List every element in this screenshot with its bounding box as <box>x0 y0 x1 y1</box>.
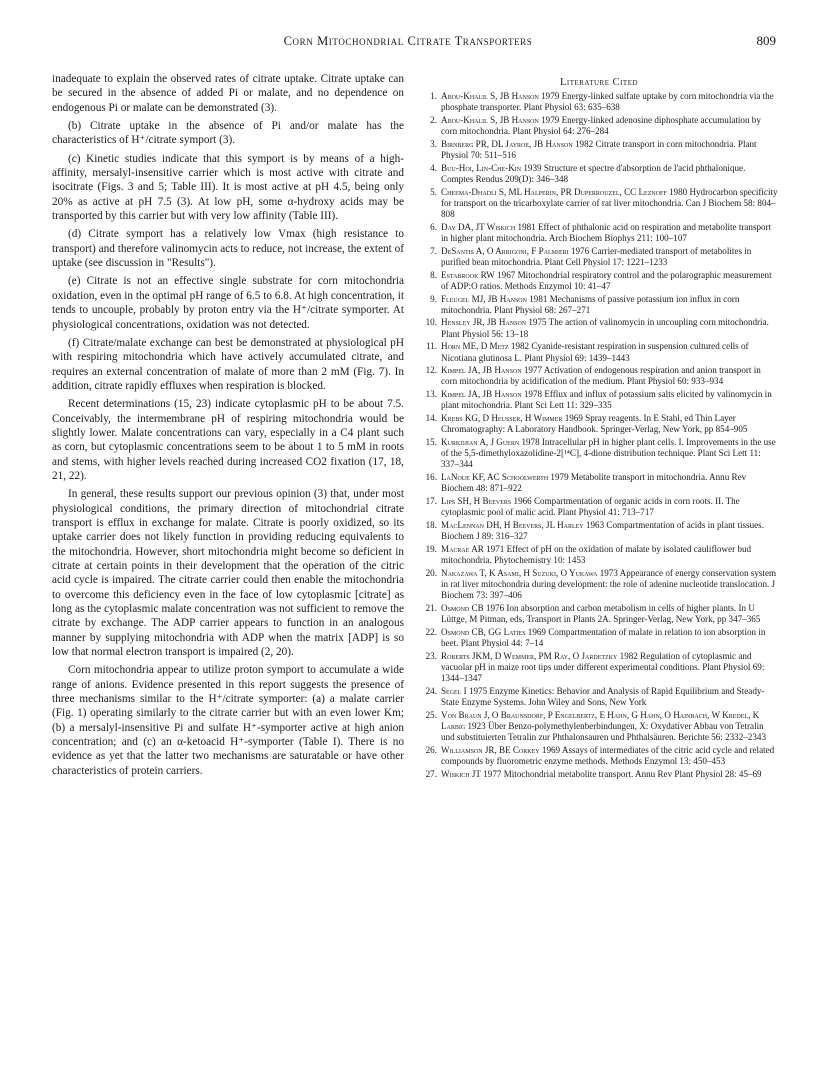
reference-number: 15. <box>425 437 437 447</box>
reference-text <box>441 520 779 542</box>
reference-authors: Macrae AR <box>441 543 484 554</box>
reference-details: 1923 Über Benzo-polymethylenberbindungen, X: Oxydativer Abbau von Tetralin und substituierten Tetralin zur Phthalonsauren und Phthalsäuren. Berichte 56: 2332–2343 <box>441 720 766 742</box>
reference-details: 1971 Effect of pH on the oxidation of malate by isolated cauliflower bud mitochondria. Phytochemistry 10: 1453 <box>441 543 752 565</box>
reference-text <box>441 139 779 161</box>
left-column <box>52 72 404 778</box>
reference-authors: Day DA, JT Wiskich <box>441 221 516 232</box>
reference-number: 7. <box>430 245 437 256</box>
reference-details: 1978 Intracellular pH in higher plant cells. I. Improvements in the use of the 5,5-dimethyloxazolidine-2[¹⁴C], 4-dione distribution technique. Plant Sci Lett 11: 337–344 <box>441 437 776 470</box>
reference-text <box>441 496 779 518</box>
right-column <box>419 77 779 781</box>
reference-authors: Wiskich JT <box>441 768 481 779</box>
reference-text <box>441 365 779 387</box>
reference-authors: Horn ME, D Metz <box>441 341 509 352</box>
reference-text <box>441 627 779 649</box>
reference-number: 14. <box>425 413 437 424</box>
reference-authors: Buu-Hoi, Lin-Che-Kin <box>441 162 522 173</box>
reference-text <box>441 246 779 268</box>
reference-number: 23. <box>425 650 437 661</box>
page-number: 809 <box>756 33 776 48</box>
reference-authors: Osmond CB, GG Laties <box>441 626 526 637</box>
reference-details: 1975 Enzyme Kinetics: Behavior and Analysis of Rapid Equilibrium and Steady-State Enzyme Systems. John Wiley and Sons, New York <box>441 685 765 707</box>
reference-item <box>419 627 779 649</box>
reference-authors: Krebs KG, D Heusser, H Wimmer <box>441 413 563 424</box>
reference-authors: Kurkdjian A, J Guern <box>441 437 520 447</box>
reference-item <box>419 317 779 339</box>
reference-authors: Williamson JR, BE Corkey <box>441 744 540 755</box>
reference-item <box>419 413 779 435</box>
reference-details: 1963 Compartmentation of acids in plant tissues. Biochem J 89: 316–327 <box>441 519 764 542</box>
reference-item <box>419 163 779 185</box>
reference-details: 1969 Compartmentation of malate in relation to ion absorption in beet. Plant Physiol 44: 7–14 <box>441 626 766 648</box>
reference-number: 5. <box>430 186 437 197</box>
reference-text <box>441 413 779 435</box>
reference-details: 1976 Ion absorption and carbon metabolism in cells of higher plants. In U Lüttge, M Pitman, eds, Transport in Plants 2A. Springer-Verlag, New York, pp 347–365 <box>441 602 761 624</box>
reference-authors: Fleugel MJ, JB Hanson <box>441 293 527 304</box>
reference-number: 4. <box>430 162 437 173</box>
reference-item <box>419 437 779 470</box>
reference-authors: Hensley JR, JB Hanson <box>441 317 527 328</box>
running-title: Corn Mitochondrial Citrate Transporters <box>283 34 533 48</box>
reference-authors: MacLennan DH, H Beevers, JL Harley <box>441 519 584 530</box>
reference-number: 2. <box>430 115 437 126</box>
reference-text <box>441 163 779 185</box>
reference-text <box>441 568 779 601</box>
reference-details: 1982 Cyanide-resistant respiration in suspension cultured cells of Nicotiana glutinosa L. Plant Physiol 69: 1439–1443 <box>441 341 749 363</box>
reference-authors: Cheema-Dhadli S, ML Halperin, PR Duperrouzel, CC Leznoff <box>441 186 667 197</box>
reference-number: 8. <box>430 269 437 280</box>
reference-item <box>419 389 779 411</box>
reference-text <box>441 472 779 494</box>
reference-authors: Abou-Khalil S, JB Hanson <box>441 115 539 126</box>
reference-authors: Nakazawa T, K Asami, H Suzuki, O Yukawa <box>441 567 598 578</box>
reference-text <box>441 187 779 220</box>
reference-details: 1966 Compartmentation of organic acids in corn roots. II. The cytoplasmic pool of malic acid. Plant Physiol 41: 713–717 <box>441 495 740 518</box>
reference-number: 16. <box>425 472 437 483</box>
reference-number: 26. <box>425 744 437 755</box>
reference-number: 20. <box>425 567 437 578</box>
reference-text <box>441 769 779 780</box>
reference-item <box>419 745 779 767</box>
reference-text <box>441 222 779 244</box>
reference-text <box>441 270 779 292</box>
reference-text <box>441 115 779 137</box>
reference-text <box>441 91 779 113</box>
reference-number: 10. <box>425 317 437 328</box>
reference-number: 25. <box>425 709 437 720</box>
reference-text <box>441 341 779 363</box>
reference-item <box>419 496 779 518</box>
reference-item <box>419 544 779 566</box>
reference-text <box>441 437 779 470</box>
reference-item <box>419 115 779 137</box>
reference-item <box>419 222 779 244</box>
reference-item <box>419 686 779 708</box>
reference-number: 17. <box>425 495 437 506</box>
reference-item <box>419 472 779 494</box>
reference-text <box>441 710 779 743</box>
reference-details: 1978 Efflux and influx of potassium salts elicited by valinomycin in plant mitochondria. Plant Sci Lett 11: 329–335 <box>441 389 772 411</box>
reference-details: 1977 Activation of endogenous respiration and anion transport in corn mitochondria by acidification of the medium. Plant Physiol 60: 933–934 <box>441 365 761 387</box>
body-paragraph: (d) Citrate symport has a relatively low Vmax (high resistance to transport) and therefore valinomycin acts to reduce, not increase, the extent of uptake (see discussion in "Results"). <box>52 228 404 270</box>
reference-list <box>419 91 779 780</box>
reference-item <box>419 769 779 780</box>
reference-details: 1982 Citrate transport in corn mitochondria. Plant Physiol 70: 511–516 <box>441 138 757 161</box>
reference-item <box>419 365 779 387</box>
reference-details: 1975 The action of valinomycin in uncoupling corn mitochondria. Plant Physiol 56: 13–18 <box>441 317 769 339</box>
reference-authors: DeSantis A, O Arrigoni, F Palmieri <box>441 245 569 256</box>
reference-authors: Segel I <box>441 685 467 696</box>
reference-authors: LaNoue KF, AC Schoolwerth <box>441 472 549 483</box>
reference-details: 1979 Metabolite transport in mitochondria. Annu Rev Biochem 48: 871–922 <box>441 472 747 494</box>
reference-item <box>419 270 779 292</box>
reference-text <box>441 544 779 566</box>
reference-authors: Lips SH, H Beevers <box>441 495 512 506</box>
reference-details: 1979 Energy-linked adenosine diphosphate accumulation by corn mitochondria. Plant Physiol 64: 276–284 <box>441 115 761 137</box>
reference-text <box>441 686 779 708</box>
reference-number: 11. <box>425 341 437 352</box>
reference-text <box>441 745 779 767</box>
reference-item <box>419 187 779 220</box>
reference-authors: Roberts JKM, D Wemmer, PM Ray, O Jardetzky <box>441 650 618 661</box>
reference-item <box>419 603 779 625</box>
reference-number: 22. <box>425 626 437 637</box>
reference-authors: Von Braun J, O Braunsdorf, P Engelbertz, E Hahn, G Hahn, O Hainbach, W Kredel, K Larbig <box>441 709 760 731</box>
reference-number: 24. <box>425 685 437 696</box>
reference-details: 1981 Effect of phthalonic acid on respiration and metabolite transport in higher plant mitochondria. Arch Biochem Biophys 211: 100–107 <box>441 221 772 243</box>
reference-item <box>419 520 779 542</box>
body-paragraph: Recent determinations (15, 23) indicate cytoplasmic pH to be about 7.5. Conceivably, the intermembrane pH of respiring mitochondria would be slightly lower. Malate concentrations can vary, especially in a C4 plant such as corn, but cytoplasmic concentrations seem to be about 1 to 5 mM in roots and stems, with higher levels reached during increased CO2 fixation (17, 18, 21, 22). <box>52 398 404 482</box>
reference-authors: Estabrook RW <box>441 269 495 280</box>
body-paragraph: Corn mitochondria appear to utilize proton symport to accumulate a wide range of anions. Evidence presented in this report suggests the presence of three mechanisms similar to the H⁺/citrate symporter: (a) a malate carrier (Fig. 1) operating similarly to the citrate carrier but with an even lower Km; (b) a mersalyl-insensitive Pi and sulfate H⁺-symporter active at high anion concentration; and (c) an α-ketoacid H⁺-symporter (Table I). There is no evidence as yet that the latter two mechanisms are saturatable or have other characteristics of protein carriers. <box>52 664 404 777</box>
body-paragraph: (f) Citrate/malate exchange can best be demonstrated at physiological pH with respiring mitochondria which have actively accumulated citrate, and requires an external concentration of malate of more than 2 mM (Fig. 7). In addition, citrate rapidly effluxes when respiration is blocked. <box>52 336 404 392</box>
reference-item <box>419 710 779 743</box>
reference-item <box>419 568 779 601</box>
reference-details: 1977 Mitochondrial metabolite transport. Annu Rev Plant Physiol 28: 45–69 <box>480 768 762 779</box>
reference-authors: Osmond CB <box>441 602 484 613</box>
reference-text <box>441 294 779 316</box>
reference-item <box>419 651 779 684</box>
reference-details: 1967 Mitochondrial respiratory control and the polarographic measurement of ADP:O ratios. Methods Enzymol 10: 41–47 <box>441 269 772 291</box>
reference-details: 1982 Regulation of cytoplasmic and vacuolar pH in maize root tips under different experimental conditions. Plant Physiol 69: 1344–1347 <box>441 650 765 683</box>
reference-number: 12. <box>425 365 437 376</box>
reference-item <box>419 91 779 113</box>
body-paragraph: (b) Citrate uptake in the absence of Pi and/or malate has the characteristics of H⁺/citrate symport (3). <box>52 120 404 147</box>
body-paragraph: (e) Citrate is not an effective single substrate for corn mitochondria oxidation, even in the optimal pH range of 6.5 to 6.8. At high concentration, it tends to uncouple, probably by proton entry via the H⁺/citrate symporter. At physiological concentrations, oxidation was not detected. <box>52 275 404 331</box>
reference-number: 13. <box>425 389 437 400</box>
reference-details: 1981 Mechanisms of passive potassium ion influx in corn mitochondria. Plant Physiol 68: 267–271 <box>441 293 740 315</box>
reference-details: 1979 Energy-linked sulfate uptake by corn mitochondria via the phosphate transporter. Plant Physiol 63: 635–638 <box>441 91 774 113</box>
reference-text <box>441 317 779 339</box>
reference-text <box>441 389 779 411</box>
reference-details: 1969 Spray reagents. In E Stahl, ed Thin Layer Chromatography: A Laboratory Handbook. Springer-Verlag, New York, pp 854–905 <box>441 413 748 435</box>
reference-number: 9. <box>430 293 437 304</box>
reference-number: 1. <box>430 91 437 102</box>
reference-item <box>419 246 779 268</box>
reference-authors: Kimpel JA, JB Hanson <box>441 389 522 400</box>
reference-item <box>419 139 779 161</box>
reference-item <box>419 294 779 316</box>
reference-details: 1976 Carrier-mediated transport of metabolites in purified bean mitochondria. Plant Cell Physiol 17: 1221–1233 <box>441 245 752 267</box>
reference-details: 1969 Assays of intermediates of the citric acid cycle and related compounds by fluorometric enzyme methods. Methods Enzymol 13: 450–453 <box>441 744 775 766</box>
reference-text <box>441 651 779 684</box>
section-title: Literature Cited <box>559 77 639 88</box>
reference-number: 27. <box>425 768 437 779</box>
reference-details: 1980 Hydrocarbon specificity for transport on the tricarboxylate carrier of rat liver mitochondria. Can J Biochem 58: 804–808 <box>441 186 778 220</box>
body-paragraph: (c) Kinetic studies indicate that this symport is by means of a high-affinity, mersalyl-insensitive carrier which is most active with citrate and isocitrate (Figs. 3 and 5; Table III). It is most active at pH 4.5, being only 20% as active at pH 7.5 (3). At low pH, some α-hydroxy acids may be transported by this carrier but with very low affinity (Table III). <box>52 152 404 223</box>
page-header <box>0 34 816 54</box>
reference-text <box>441 603 779 625</box>
body-paragraph: In general, these results support our previous opinion (3) that, under most physiological conditions, the primary direction of mitochondrial citrate transport is efflux in exchange for malate. Citrate is poorly oxidized, so its uptake carrier does not likely function in providing reducing equivalents to the mitochondria. However, short mitochondria might become so deficient in citrate at certain points in their development that the operation of the citric acid cycle is impaired. The citrate carrier could then enable the mitochondria to overcome this deficiency even in the face of low cytoplasmic [citrate] as long as the cytoplasmic malate concentration was not sufficient to remove the citrate by exchange. The ADP carrier appears to function in an analogous manner by supplying mitochondria with ADP when the matrix [ADP] is so low that normal electron transport is impaired (2, 20). <box>52 488 404 659</box>
reference-number: 6. <box>430 221 437 232</box>
reference-number: 3. <box>430 138 437 149</box>
reference-number: 21. <box>425 602 437 613</box>
body-paragraph: inadequate to explain the observed rates of citrate uptake. Citrate uptake can be secured in the absence of added Pi or malate, and no dependence on endogenous Pi or malate can be demonstrated (3). <box>52 73 404 114</box>
reference-authors: Kimpel JA, JB Hanson <box>441 365 522 376</box>
reference-details: 1973 Appearance of energy conservation system in rat liver mitochondria during development: the role of adenine nucleotide translocation. J Biochem 73: 397–406 <box>441 567 777 600</box>
reference-authors: Birnberg PR, DL Jayroe, JB Hanson <box>441 138 573 149</box>
reference-number: 19. <box>425 543 437 554</box>
reference-authors: Abou-Khalil S, JB Hanson <box>441 91 539 102</box>
reference-details: 1939 Structure et spectre d'absorption de l'acid phthalonique. Comptes Rendus 209(D): 346–348 <box>441 162 746 185</box>
reference-number: 18. <box>425 519 437 530</box>
reference-item <box>419 341 779 363</box>
